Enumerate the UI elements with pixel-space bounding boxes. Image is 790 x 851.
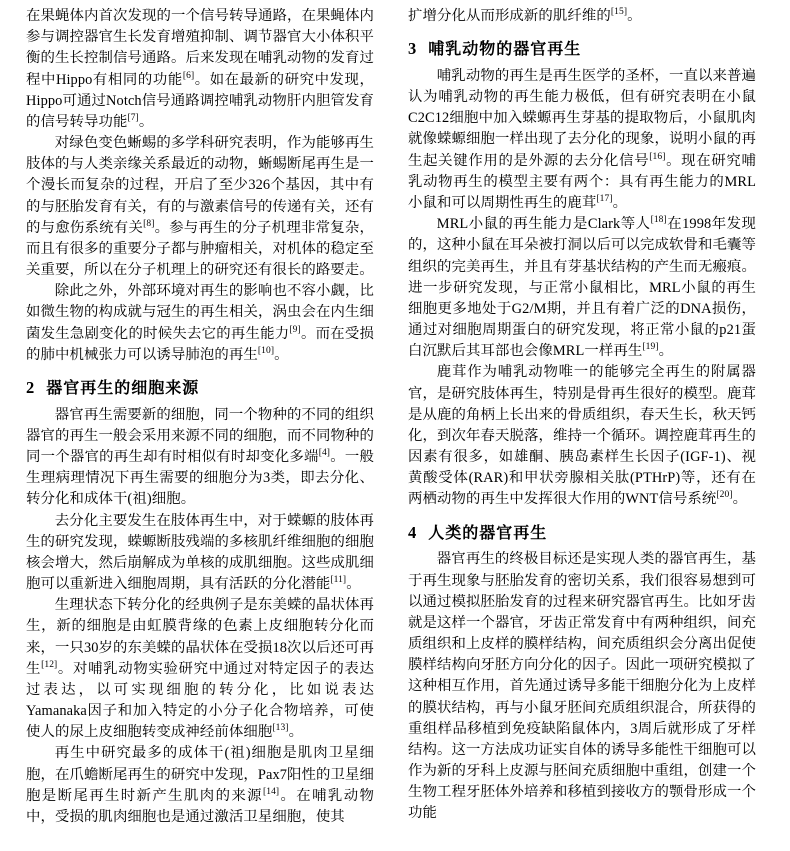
paragraph-text-cont: 。而在受损的肺中机械张力可以诱导肺泡的再生 <box>26 325 374 363</box>
citation-ref[interactable]: [17] <box>596 194 613 205</box>
paragraph <box>26 133 374 281</box>
citation-ref[interactable]: [13] <box>272 723 289 734</box>
two-column-layout <box>26 6 764 841</box>
citation-ref[interactable]: [9] <box>289 324 301 335</box>
citation-ref[interactable]: [18] <box>650 215 667 226</box>
paragraph-text-cont: 在1998年发现的，这种小鼠在耳朵被打洞以后可以完成软骨和毛囊等组织的完美再生，并且有芽基状结构的产生而无瘢痕。进一步研究发现，与正常小鼠相比，MRL小鼠的再生细胞更多地处于G2/M期，并且有着广泛的DNA损伤，通过对细胞周期蛋白的研究发现，将正常小鼠的p21蛋白沉默后其耳部也会像MRL一样再生 <box>408 216 756 360</box>
paragraph <box>26 6 374 133</box>
paragraph-text: MRL小鼠的再生能力是Clark等人 <box>436 216 651 233</box>
paragraph-text: 鹿茸作为哺乳动物唯一的能够完全再生的附属器官，是研究肢体再生，特别是骨再生很好的模型。鹿茸是从鹿的角柄上长出来的骨质组织，春天生长，秋天钙化，到次年春天脱落，维持一个循环。调控鹿茸再生的因素有很多，如雄酮、胰岛素样生长因子(IGF-1)、视黄酸受体(RAR)和甲状旁腺相关肽(PTHrP)等，还有在两栖动物的再生中发挥很大作用的WNT信号系统 <box>408 364 756 508</box>
paragraph <box>408 362 756 510</box>
paragraph-text-cont: 。参与再生的分子机理非常复杂，而且有很多的重要分子都与肿瘤相关，对机体的稳定至关重要，所以在分子机理上的研究还有很长的路要走。 <box>26 219 374 279</box>
paragraph <box>26 281 374 366</box>
paragraph-text: 在果蝇体内首次发现的一个信号转导通路，在果蝇体内参与调控器官生长发育增殖抑制、调节器官大小体积平衡的生长控制信号通路。后来发现在哺乳动物的发育过程中Hippo有相同的功能 <box>26 8 374 88</box>
left-column <box>26 6 374 841</box>
paragraph-text-cont: 。 <box>627 8 642 24</box>
section-title: 哺乳动物的器官再生 <box>428 39 582 59</box>
paragraph-text-cont: 。现在研究哺乳动物再生的模型主要有两个：具有再生能力的MRL小鼠和可以周期性再生的鹿茸 <box>408 152 756 211</box>
paragraph-text-cont: 。一般生理病理情况下再生需要的细胞分为3类，即去分化、转分化和成体干(祖)细胞。 <box>26 449 374 508</box>
paragraph-text-cont2: 。 <box>138 113 154 130</box>
paragraph-text: 去分化主要发生在肢体再生中，对于蝾螈的肢体再生的研究发现，蝾螈断肢残端的多核肌纤维细胞的细胞核会增大，然后崩解成为单核的成肌细胞。这些成肌细胞可以重新进入细胞周期，具有活跃的分化潜能 <box>26 512 374 593</box>
section-title: 人类的器官再生 <box>428 522 548 542</box>
paragraph <box>408 214 756 362</box>
citation-ref[interactable]: [19] <box>642 342 659 353</box>
paragraph-text: 对绿色变色蜥蜴的多学科研究表明，作为能够再生肢体的与人类亲缘关系最近的动物，蜥蜴断尾再生是一个漫长而复杂的过程，开启了至少326个基因，其中有的与胚胎发育有关，有的与激素信号的传递有关，还有的与愈伤系统有关 <box>26 135 374 236</box>
citation-ref[interactable]: [7] <box>127 113 139 124</box>
section-number: 3 <box>408 39 417 59</box>
paragraph-text-cont: 。如在最新的研究中发现，Hippo可通过Notch信号通路调控哺乳动物肝内胆管发育的信号转导功能 <box>26 71 375 130</box>
citation-ref[interactable]: [4] <box>318 448 331 459</box>
section-heading-human-regeneration <box>408 522 756 544</box>
paragraph <box>408 6 756 27</box>
paragraph-text: 器官再生需要新的细胞，同一个物种的不同的组织器官的再生一般会采用来源不同的细胞，而不同物种的同一个器官的再生却有时相似有时却变化多端 <box>26 406 374 466</box>
section-number: 4 <box>408 522 417 542</box>
paragraph-text-cont2: 。 <box>288 724 304 741</box>
section-heading-mammal-regeneration <box>408 38 756 60</box>
section-heading-organ-cell-source <box>26 377 374 399</box>
paragraph-text-cont: 。 <box>346 576 361 593</box>
paragraph-text-cont2: 。 <box>658 343 674 360</box>
paragraph-text: 生理状态下转分化的经典例子是东美蝾的晶状体再生，新的细胞是由虹膜背缘的色素上皮细胞转分化而来，一只30岁的东美蝾的晶状体在受损18次以后还可再生 <box>26 597 374 677</box>
paragraph-text-cont2: 。 <box>274 346 289 363</box>
paragraph-text: 器官再生的终极目标还是实现人类的器官再生，基于再生现象与胚胎发育的密切关系，我们很容易想到可以通过模拟胚胎发育的过程来研究器官再生。比如牙齿就是这样一个器官，牙齿正常发育中有两种组织，间充质组织和上皮样的膜样结构，间充质组织会分离出促使膜样结构向牙胚方向分化的因子。因此一项研究模拟了这种相互作用，首先通过诱导多能干细胞分化为上皮样的膜状结构，再与小鼠牙胚间充质组织混合，所获得的重组样品移植到免疫缺陷鼠体内，3周后就形成了牙样结构。这一方法成功证实自体的诱导多能性干细胞可以作为新的牙科上皮源与胚间充质细胞中重组，创建一个生物工程牙胚体外培养和移植到接收方的颚骨形成一个功能 <box>408 551 756 822</box>
paragraph <box>26 743 374 828</box>
paragraph <box>408 549 756 824</box>
paragraph <box>26 595 374 743</box>
paragraph-text-cont2: 。 <box>612 195 628 211</box>
paragraph-text: 除此之外，外部环境对再生的影响也不容小觑，比如微生物的构成就与冠生的再生相关，涡虫会在内生细菌发生急剧变化的时候失去它的再生能力 <box>26 283 374 342</box>
citation-ref[interactable]: [20] <box>716 490 733 501</box>
citation-ref[interactable]: [8] <box>143 218 155 229</box>
section-title: 器官再生的细胞来源 <box>46 377 200 397</box>
citation-ref[interactable]: [6] <box>182 70 195 81</box>
citation-ref[interactable]: [10] <box>257 345 275 356</box>
paragraph <box>408 66 756 214</box>
right-column <box>408 6 756 841</box>
paragraph-text-cont: 。在哺乳动物中，受损的肌肉细胞也是通过激活卫星细胞，使其 <box>26 787 374 825</box>
paragraph-text-cont: 。对哺乳动物实验研究中通过对特定因子的表达过表达，以可实现细胞的转分化，比如说表达Yamanaka因子和加入特定的小分子化合物培养，可使使人的尿上皮细胞转变成神经前体细胞 <box>26 660 374 741</box>
paragraph-text-cont: 。 <box>732 491 748 508</box>
paragraph-text: 再生中研究最多的成体干(祖)细胞是肌肉卫星细胞，在爪蟾断尾再生的研究中发现，Pax7阳性的卫星细胞是断尾再生时新产生肌肉的来源 <box>26 745 374 804</box>
citation-ref[interactable]: [11] <box>330 575 347 586</box>
paragraph-text: 扩增分化从而形成新的肌纤维的 <box>408 8 611 24</box>
citation-ref[interactable]: [12] <box>41 659 58 670</box>
paragraph-text: 哺乳动物的再生是再生医学的圣杯，一直以来普遍认为哺乳动物的再生能力极低，但有研究表明在小鼠C2C12细胞中加入蝾螈再生芽基的提取物后，小鼠肌肉就像蝾螈细胞一样出现了去分化的现象，说明小鼠的再生起关键作用的是外源的去分化信号 <box>408 67 756 169</box>
citation-ref[interactable]: [14] <box>262 787 280 798</box>
citation-ref[interactable]: [15] <box>610 7 628 18</box>
paragraph <box>26 511 374 596</box>
section-number: 2 <box>26 377 35 397</box>
paragraph <box>26 405 374 511</box>
citation-ref[interactable]: [16] <box>649 151 666 162</box>
